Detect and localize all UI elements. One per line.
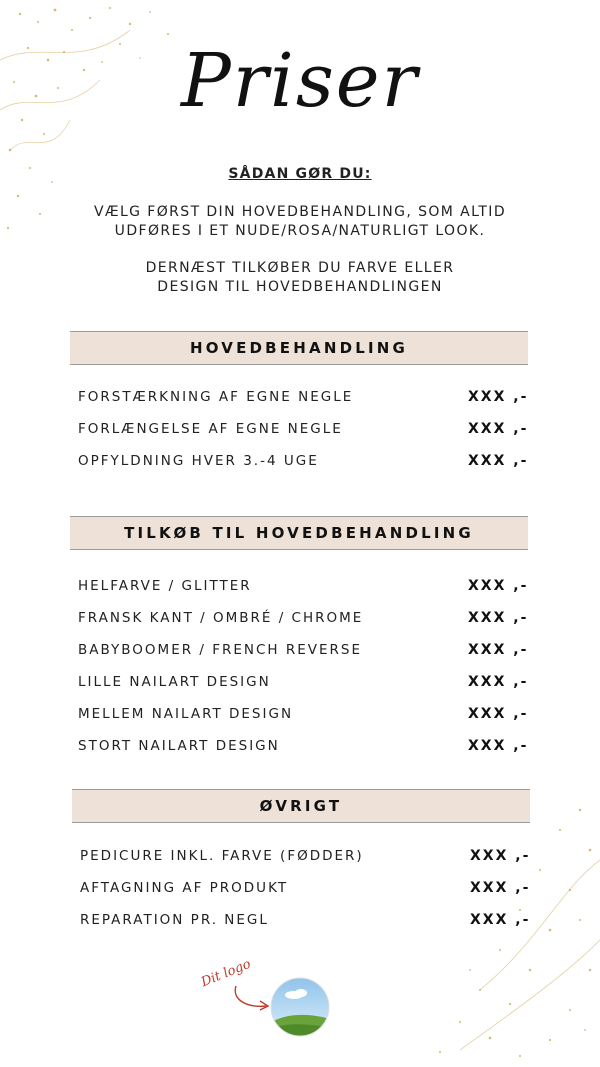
price-item-name: BABYBOOMER / FRENCH REVERSE <box>78 642 363 658</box>
howto-line-2: UDFØRES I ET NUDE/ROSA/NATURLIGT LOOK. <box>114 223 486 239</box>
howto-heading: SÅDAN GØR DU: <box>228 166 372 182</box>
arrow-icon <box>226 984 276 1014</box>
price-item-name: LILLE NAILART DESIGN <box>78 674 271 690</box>
howto-paragraph-2 <box>60 259 540 297</box>
gold-glitter-bottom-right <box>420 790 600 1067</box>
price-item-value: XXX ,- <box>468 674 529 690</box>
price-item-name: FORSTÆRKNING AF EGNE NEGLE <box>78 389 354 405</box>
price-item-name: STORT NAILART DESIGN <box>78 738 280 754</box>
price-item-value: XXX ,- <box>468 578 529 594</box>
price-item-value: XXX ,- <box>470 848 531 864</box>
page-title: Priser <box>181 38 419 124</box>
price-item-name: FRANSK KANT / OMBRÉ / CHROME <box>78 610 364 626</box>
howto-line-3: DERNÆST TILKØBER DU FARVE ELLER <box>145 260 455 276</box>
price-item-value: XXX ,- <box>468 610 529 626</box>
price-item-value: XXX ,- <box>468 706 529 722</box>
section-heading-tilkob: TILKØB TIL HOVEDBEHANDLING <box>70 516 528 550</box>
price-item-name: HELFARVE / GLITTER <box>78 578 252 594</box>
logo-placeholder-icon <box>270 977 330 1037</box>
price-item-name: REPARATION PR. NEGL <box>80 912 269 928</box>
section-heading-ovrigt: ØVRIGT <box>72 789 530 823</box>
logo-label: Dit logo <box>199 956 253 991</box>
price-item-name: AFTAGNING AF PRODUKT <box>80 880 289 896</box>
howto-paragraph-1 <box>60 203 540 241</box>
howto-line-1: VÆLG FØRST DIN HOVEDBEHANDLING, SOM ALTID <box>93 204 507 220</box>
price-item-value: XXX ,- <box>468 389 529 405</box>
price-item-value: XXX ,- <box>468 421 529 437</box>
price-item-value: XXX ,- <box>470 880 531 896</box>
price-item-name: PEDICURE INKL. FARVE (FØDDER) <box>80 848 364 864</box>
price-item-name: MELLEM NAILART DESIGN <box>78 706 294 722</box>
price-item-value: XXX ,- <box>468 642 529 658</box>
howto-line-4: DESIGN TIL HOVEDBEHANDLINGEN <box>157 279 443 295</box>
price-item-name: FORLÆNGELSE AF EGNE NEGLE <box>78 421 343 437</box>
price-item-value: XXX ,- <box>470 912 531 928</box>
section-heading-hovedbehandling: HOVEDBEHANDLING <box>70 331 528 365</box>
price-item-name: OPFYLDNING HVER 3.-4 UGE <box>78 453 319 469</box>
price-item-value: XXX ,- <box>468 738 529 754</box>
price-item-value: XXX ,- <box>468 453 529 469</box>
